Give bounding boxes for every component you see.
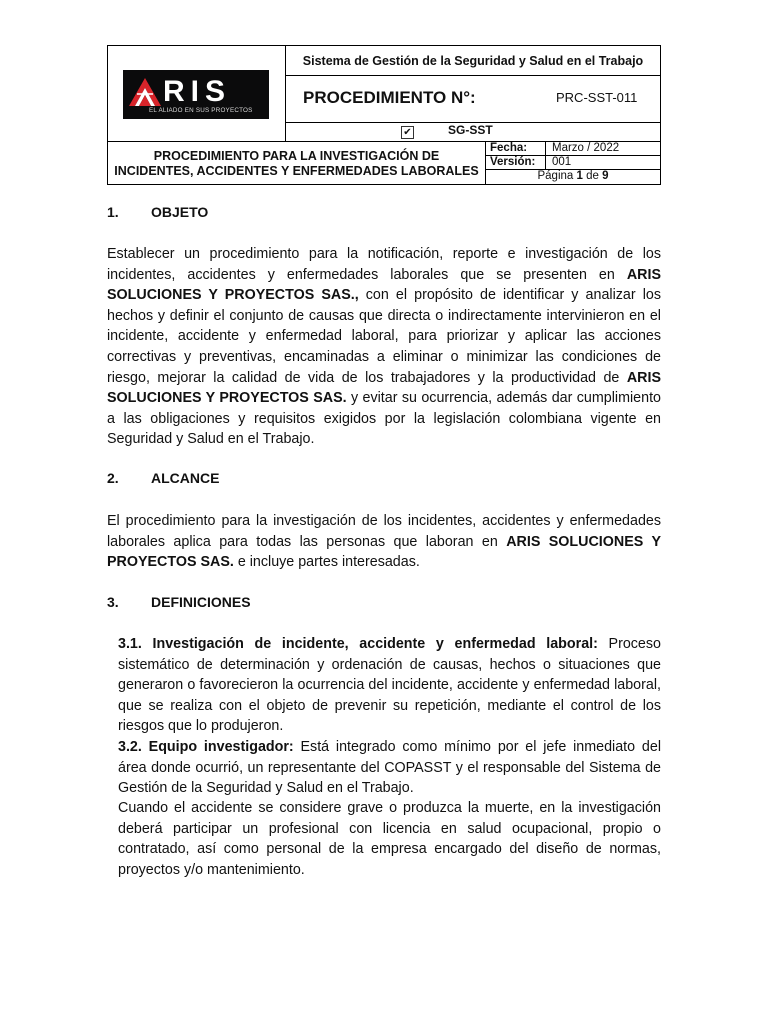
section-number: 3.: [107, 594, 119, 610]
section-title: ALCANCE: [151, 470, 220, 486]
company-name: ARIS SOLUCIONES Y PROYECTOS SAS.: [107, 369, 661, 407]
version-value: 001: [552, 156, 572, 168]
page-total: 9: [602, 170, 609, 182]
procedure-code: PRC-SST-011: [556, 90, 638, 105]
paragraph-text: con el propósito de identificar y analizar los hechos y definir el conjunto de causas que directa o indirectamente intervinieron en el incidente, accidente y enfermedad laboral, para priorizar y aplicar las acciones correctivas y preventivas, encaminadas a eliminar o minimizar las condiciones de riesgo, mejorar la calidad de vida de los trabajadores y la productividad de: [107, 287, 661, 386]
system-title: Sistema de Gestión de la Seguridad y Salud en el Trabajo: [286, 46, 660, 76]
version-label: Versión:: [490, 156, 536, 168]
paragraph-text: e incluye partes interesadas.: [233, 554, 420, 571]
definition-term: 3.2. Equipo investigador:: [118, 739, 294, 755]
date-value: Marzo / 2022: [552, 142, 620, 154]
definition-3-2-extra: [118, 798, 661, 880]
logo-text: RIS: [163, 75, 232, 108]
sg-sst-row: [286, 122, 660, 142]
version-row: [486, 156, 660, 170]
document-header-table: [107, 45, 661, 185]
page-separator: de: [582, 170, 603, 182]
company-name: ARIS SOLUCIONES Y PROYECTOS SAS.,: [107, 266, 661, 304]
document-title: [108, 142, 486, 184]
document-title-line2: INCIDENTES, ACCIDENTES Y ENFERMEDADES LABORALES: [114, 164, 479, 178]
procedure-row: [286, 76, 660, 122]
company-name: ARIS SOLUCIONES Y PROYECTOS SAS.: [107, 533, 661, 571]
definition-term: 3.1. Investigación de incidente, accidente y enfermedad laboral:: [118, 636, 598, 652]
section-title: DEFINICIONES: [151, 594, 251, 610]
check-icon: ✔: [401, 126, 414, 139]
date-row: [486, 142, 660, 156]
sg-sst-label: SG-SST: [448, 123, 493, 137]
section-title: OBJETO: [151, 204, 209, 220]
definition-text: Cuando el accidente se considere grave o produzca la muerte, en la investigación deberá participar un profesional con licencia en salud ocupacional, propio o contratado, así como personal de la empresa encargado del diseño de normas, proyectos y/o mantenimiento.: [118, 800, 661, 878]
page-indicator: [486, 170, 660, 184]
date-label: Fecha:: [490, 142, 528, 154]
section-2-paragraph: [107, 511, 661, 573]
section-1-paragraph: [107, 244, 661, 450]
paragraph-text: Establecer un procedimiento para la notificación, reporte e investigación de los incidentes, accidentes y enfermedades laborales que se presenten en: [107, 246, 661, 283]
paragraph-text: El procedimiento para la investigación de los incidentes, accidentes y enfermedades laborales aplica para todas las personas que laboran en: [107, 513, 661, 550]
logo-cell: [108, 46, 286, 142]
definition-text: Está integrado como mínimo por el jefe inmediato del área donde ocurrió, un representante del COPASST y el responsable del Sistema de Gestión de la Seguridad y Salud en el Trabajo.: [118, 739, 661, 797]
procedure-label: PROCEDIMIENTO N°:: [303, 88, 476, 107]
paragraph-text: y evitar su ocurrencia, además dar cumplimiento a las obligaciones y requisitos exigidos por la legislación colombiana vigente en Seguridad y Salud en el Trabajo.: [107, 390, 661, 448]
page-prefix: Página: [537, 170, 577, 182]
section-number: 1.: [107, 204, 119, 220]
definition-text: Proceso sistemático de determinación y ordenación de causas, hechos o situaciones que generaron o favorecieron la ocurrencia del incidente, accidente y enfermedad laboral, que se realiza con el objeto de prevenir su repetición, mediante el control de los riesgos que lo produjeron.: [118, 636, 661, 735]
document-title-line1: PROCEDIMIENTO PARA LA INVESTIGACIÓN DE: [153, 149, 440, 163]
page-current: 1: [576, 170, 583, 182]
logo-tagline: EL ALIADO EN SUS PROYECTOS: [149, 107, 253, 114]
definition-3-2: [118, 737, 661, 799]
section-number: 2.: [107, 470, 119, 486]
definition-3-1: [118, 634, 661, 737]
company-logo: [123, 70, 269, 119]
